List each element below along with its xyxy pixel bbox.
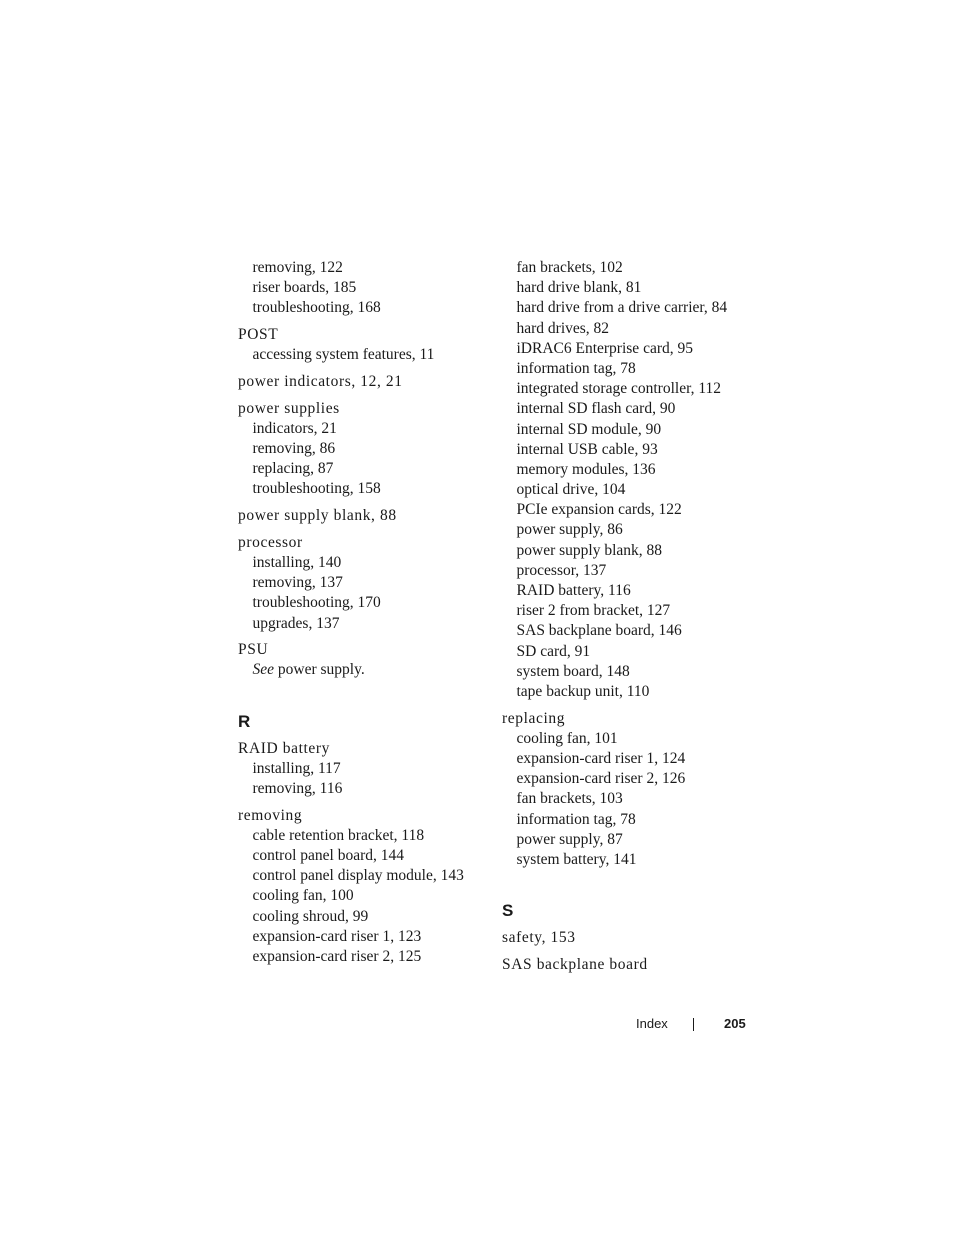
index-subentry: replacing, 87 [252,460,334,478]
index-entry: SAS backplane board [502,955,648,973]
index-entry: replacing [502,709,566,727]
index-subentry: internal SD module, 90 [516,420,662,438]
index-subentry: riser boards, 185 [252,279,357,297]
index-entry: power supplies [238,399,340,417]
index-subentry: system battery, 141 [516,850,637,868]
index-subentry: accessing system features, 11 [252,346,435,364]
index-subentry: control panel display module, 143 [252,867,464,885]
index-entry: POST [238,326,279,344]
footer-page-number: 205 [724,1016,746,1031]
index-subentry: power supply, 87 [516,830,623,848]
index-subentry: cooling shroud, 99 [252,907,369,925]
index-subentry: iDRAC6 Enterprise card, 95 [516,339,693,357]
index-subentry: troubleshooting, 158 [252,480,381,498]
index-subentry: riser 2 from bracket, 127 [516,602,671,620]
index-see-reference [238,660,488,680]
index-subentry: tape backup unit, 110 [516,682,650,700]
index-subentry: removing, 116 [252,779,343,797]
index-subentry: power supply, 86 [516,521,623,539]
see-target: power supply. [274,661,365,679]
index-subentry: internal SD flash card, 90 [516,400,676,418]
index-column-right [502,258,752,975]
index-entry: RAID battery [238,739,330,757]
index-subentry: troubleshooting, 170 [252,594,381,612]
index-subentry: expansion-card riser 2, 125 [252,947,422,965]
index-subentry: hard drives, 82 [516,319,610,337]
index-entry: processor [238,533,303,551]
footer-section-label: Index [636,1016,668,1031]
index-entry: PSU [238,641,269,659]
index-entry: removing [238,806,303,824]
index-subentry: processor, 137 [516,561,607,579]
index-subentry: power supply blank, 88 [516,541,663,559]
index-subentry: indicators, 21 [252,419,337,437]
see-label: See [252,661,275,679]
index-entry: power supply blank, 88 [238,507,397,525]
index-subentry: fan brackets, 103 [516,790,623,808]
footer-divider [693,1018,694,1031]
section-letter-s: S [502,901,514,921]
index-subentry: fan brackets, 102 [516,259,623,276]
index-subentry: expansion-card riser 1, 124 [516,750,686,767]
section-letter-r: R [238,711,251,731]
index-subentry: control panel board, 144 [252,847,405,864]
index-subentry: expansion-card riser 2, 126 [516,770,686,788]
index-subentry: integrated storage controller, 112 [516,380,722,398]
index-subentry: installing, 117 [252,759,341,777]
index-subentry: information tag, 78 [516,810,636,828]
index-subentry: cooling fan, 101 [516,729,618,747]
index-subentry: internal USB cable, 93 [516,440,658,458]
index-entry: safety, 153 [502,929,576,947]
index-subentry: optical drive, 104 [516,481,626,499]
index-subentry: hard drive from a drive carrier, 84 [516,299,728,317]
index-subentry: memory modules, 136 [516,460,656,478]
index-subentry: cooling fan, 100 [252,887,354,905]
index-subentry: removing, 86 [252,440,336,457]
index-subentry: hard drive blank, 81 [516,279,642,297]
index-subentry: RAID battery, 116 [516,582,631,599]
index-subentry: troubleshooting, 168 [252,299,381,317]
index-subentry: removing, 122 [252,259,343,276]
index-subentry: cable retention bracket, 118 [252,826,425,844]
index-subentry: upgrades, 137 [252,614,340,632]
index-subentry: installing, 140 [252,553,342,571]
index-subentry: system board, 148 [516,662,630,680]
index-subentry: SD card, 91 [516,642,591,660]
index-entry: power indicators, 12, 21 [238,372,403,390]
index-subentry: expansion-card riser 1, 123 [252,927,422,945]
index-subentry: removing, 137 [252,574,343,592]
index-column-left [238,258,488,967]
index-subentry: information tag, 78 [516,359,636,377]
index-subentry: PCIe expansion cards, 122 [516,501,682,519]
index-subentry: SAS backplane board, 146 [516,622,682,640]
